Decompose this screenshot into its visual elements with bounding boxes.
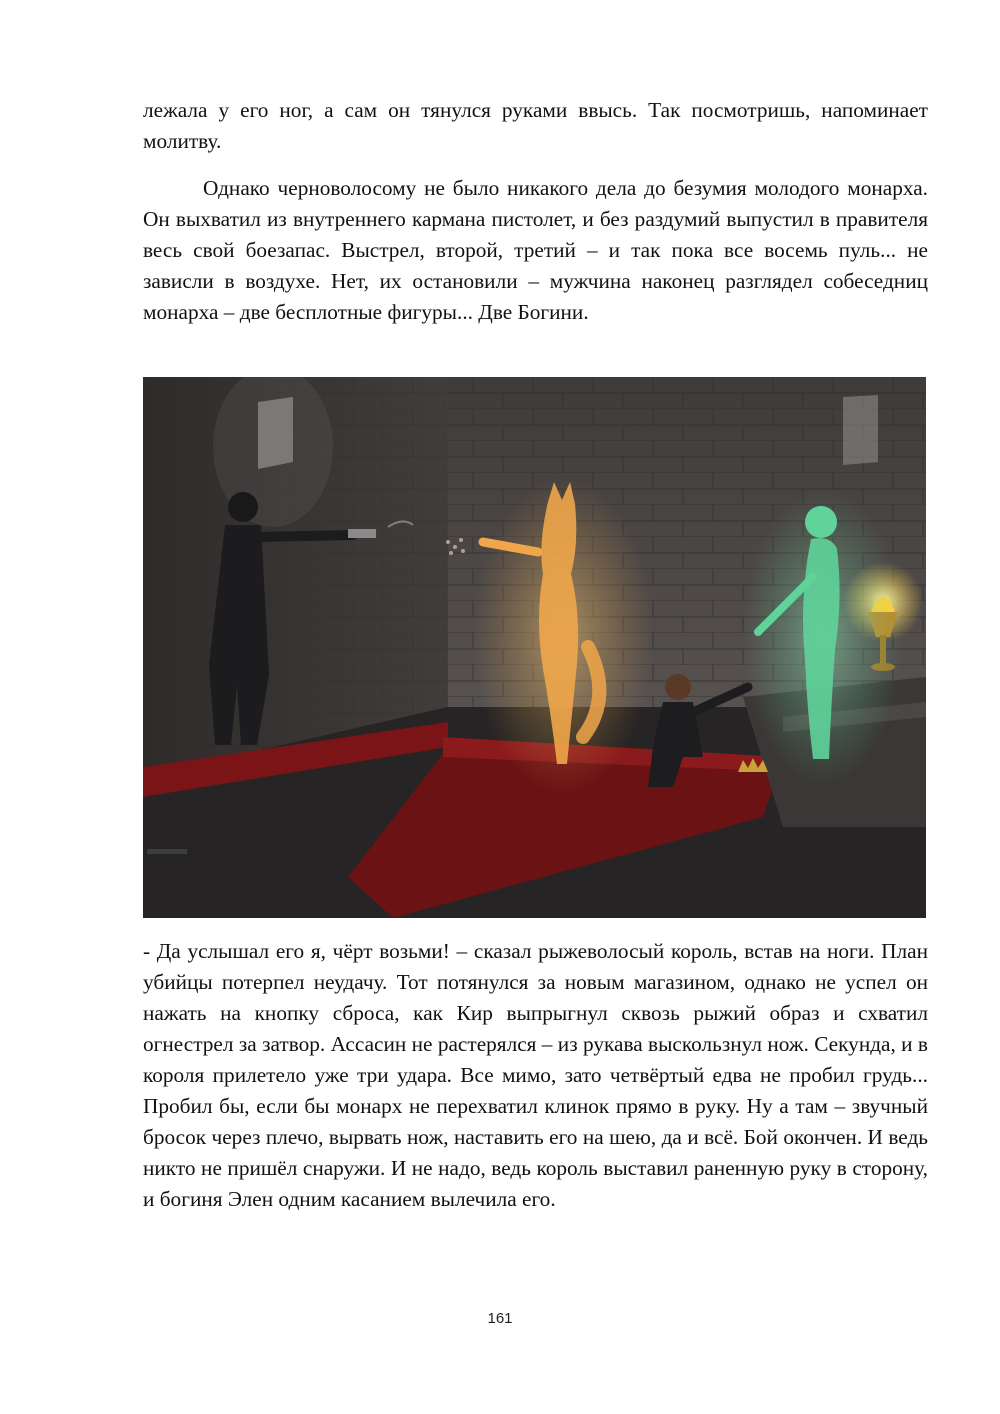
illustration (143, 377, 926, 918)
paragraph-1: лежала у его ног, а сам он тянулся руками ввысь. Так посмотришь, напоминает молитву. (143, 98, 928, 153)
illustration-scene-icon (143, 377, 926, 918)
page-number: 161 (487, 1310, 513, 1327)
paragraph-2: Однако черноволосому не было никакого дела до безумия молодого монарха. Он выхватил из внутреннего кармана пистолет, и без раздумий выпустил в правителя весь свой боезапас. Выстрел, второй, третий – и так пока все восемь пуль... не зависли в воздухе. Нет, их остановили – мужчина наконец разглядел собеседниц монарха – две бесплотные фигуры... Две Богини. (143, 176, 928, 324)
paragraph-3: - Да услышал его я, чёрт возьми! – сказал рыжеволосый король, встав на ноги. План убийцы потерпел неудачу. Тот потянулся за новым магазином, однако не успел он нажать на кнопку сброса, как Кир выпрыгнул сквозь рыжий образ и схватил огнестрел за затвор. Ассасин не растерялся – из рукава выскользнул нож. Секунда, и в короля прилетело уже три удара. Все мимо, зато четвёртый едва не пробил грудь... Пробил бы, если бы монарх не перехватил клинок прямо в руку. Ну а там – звучный бросок через плечо, вырвать нож, наставить его на шею, да и всё. Бой окончен. И ведь никто не пришёл снаружи. И не надо, ведь король выставил раненную руку в сторону, и богиня Элен одним касанием вылечила его. (143, 939, 928, 1211)
